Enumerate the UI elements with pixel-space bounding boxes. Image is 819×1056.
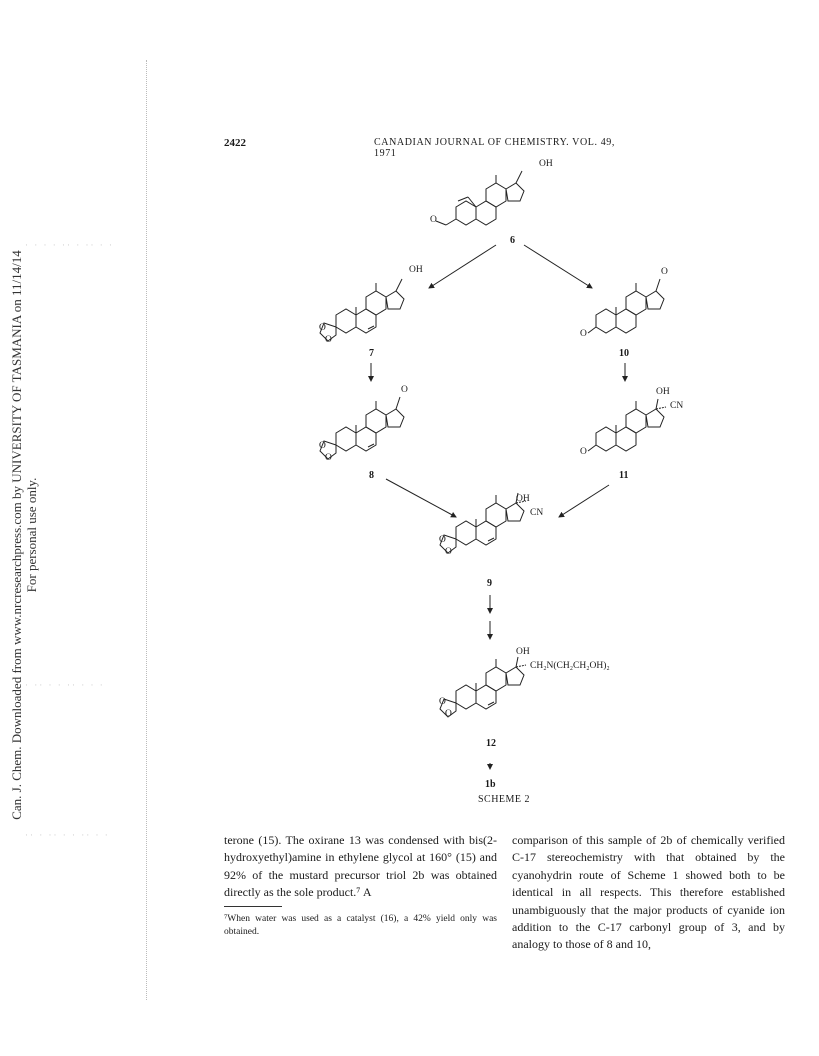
compound-11-cn: CN xyxy=(670,401,684,411)
arrow-11-to-9 xyxy=(559,485,609,517)
compound-12-o-2: O xyxy=(445,709,452,719)
scan-noise: · · · · ·· · ·· · · xyxy=(25,240,114,250)
compound-9-o-1: O xyxy=(439,535,446,545)
arrow-8-to-9 xyxy=(386,479,456,517)
compound-10-structure xyxy=(588,279,664,333)
compound-8-o-ketone: O xyxy=(401,385,408,395)
reaction-scheme xyxy=(224,155,784,815)
scheme-caption: SCHEME 2 xyxy=(477,794,531,805)
compound-9-structure xyxy=(440,493,526,553)
compound-label-6: 6 xyxy=(510,235,515,246)
scheme-drawing xyxy=(224,155,784,815)
compound-label-1b: 1b xyxy=(485,779,496,790)
scan-noise: · ·· · · ·· · · · xyxy=(25,680,105,690)
compound-11-o-enone: O xyxy=(580,447,587,457)
scan-noise: ·· · ·· · · ·· · · xyxy=(25,830,110,840)
arrow-6-to-7 xyxy=(429,245,496,288)
compound-8-o-1: O xyxy=(319,441,326,451)
compound-11-structure xyxy=(588,399,666,451)
compound-label-8: 8 xyxy=(369,470,374,481)
journal-title: CANADIAN JOURNAL OF CHEMISTRY. VOL. 49, 1971 xyxy=(374,137,616,159)
footnote-rule xyxy=(224,906,282,907)
compound-8-o-2: O xyxy=(325,453,332,463)
compound-label-9: 9 xyxy=(487,578,492,589)
compound-7-structure xyxy=(320,279,404,341)
compound-7-oh: OH xyxy=(409,265,423,275)
compound-10-o-enone: O xyxy=(580,329,587,339)
compound-12-oh: OH xyxy=(516,647,530,657)
compound-6-structure xyxy=(436,171,524,225)
compound-9-o-2: O xyxy=(445,547,452,557)
compound-7-o-2: O xyxy=(325,335,332,345)
compound-8-structure xyxy=(320,397,404,459)
compound-9-oh: OH xyxy=(516,494,530,504)
compound-7-o-1: O xyxy=(319,323,326,333)
compound-label-12: 12 xyxy=(486,738,496,749)
compound-11-oh: OH xyxy=(656,387,670,397)
compound-12-amine: CH₂N(CH₂CH₂OH)₂ xyxy=(530,661,610,671)
compound-12-structure xyxy=(440,657,526,717)
page-number: 2422 xyxy=(224,137,246,149)
scan-artifact-line xyxy=(146,60,147,1000)
download-notice xyxy=(4,210,44,830)
body-left-column: terone (15). The oxirane 13 was condensed with bis(2-hydroxyethyl)amine in ethylene glycol at 160° (15) and 92% of the mustard precursor triol 2b was obtained directly as the sole product.⁷ A xyxy=(224,833,497,900)
compound-label-7: 7 xyxy=(369,348,374,359)
download-notice-text: Can. J. Chem. Downloaded from www.nrcresearchpress.com by UNIVERSITY OF TASMANIA on 11/14/14 For personal use only. xyxy=(9,250,39,820)
compound-12-o-1: O xyxy=(439,697,446,707)
body-right-column: comparison of this sample of 2b of chemically verified C-17 stereochemistry with that obtained by the cyanohydrin route of Scheme 1 showed both to be identical in all respects. This therefore established unambiguously that the major products of cyanide ion addition to the C-17 carbonyl group of 3, and by analogy to those of 8 and 10, xyxy=(512,833,785,952)
arrow-6-to-10 xyxy=(524,245,592,288)
compound-6-aldehyde-o: O xyxy=(430,215,437,225)
compound-9-cn: CN xyxy=(530,508,544,518)
compound-10-o-ketone: O xyxy=(661,267,668,277)
compound-6-oh: OH xyxy=(539,159,553,169)
footnote-7: ⁷When water was used as a catalyst (16), a 42% yield only was obtained. xyxy=(224,914,497,937)
compound-label-11: 11 xyxy=(619,470,629,481)
compound-label-10: 10 xyxy=(619,348,629,359)
